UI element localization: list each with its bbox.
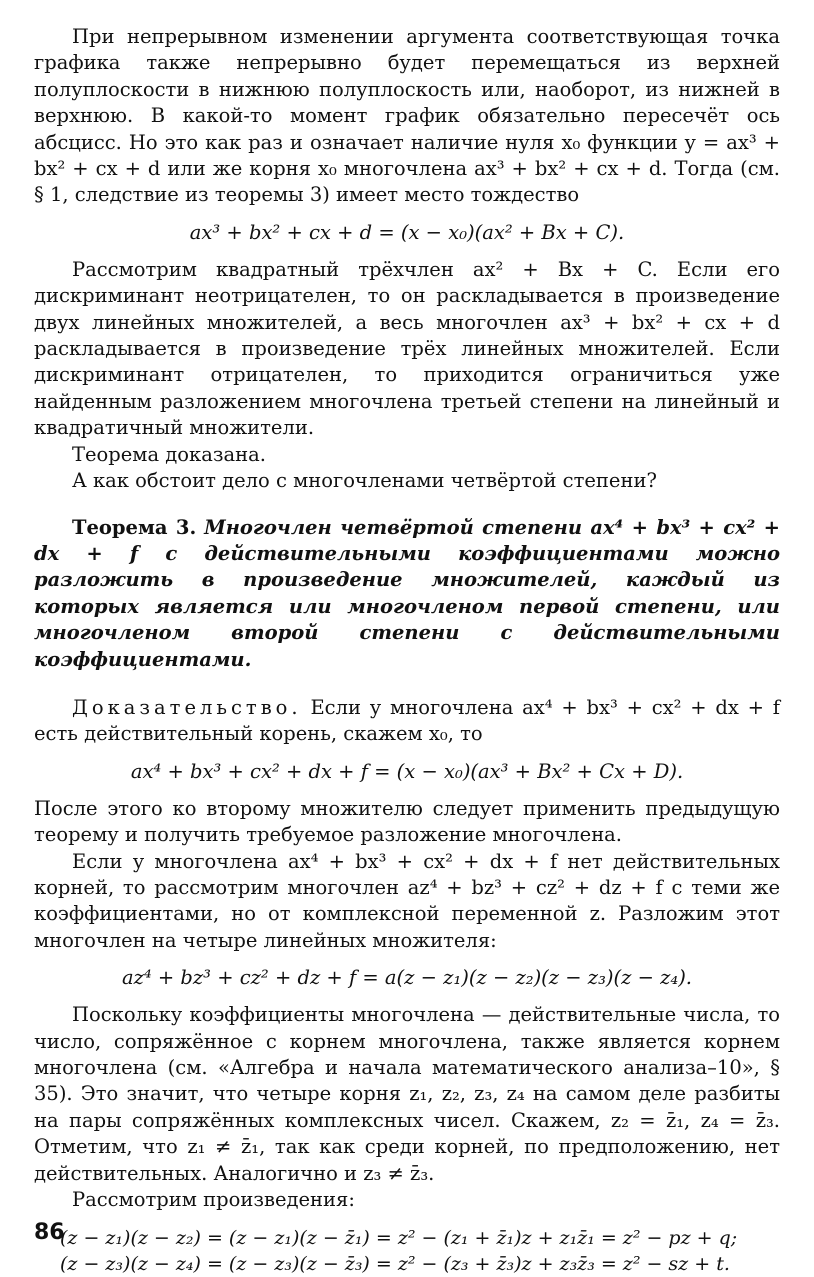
formula-linear-factors: az⁴ + bz³ + cz² + dz + f = a(z − z₁)(z − z₂)(z − z₃)(z − z₄). [121, 966, 693, 990]
paragraph-theorem-proved: Теорема доказана. [72, 442, 266, 466]
formula-product-2: (z − z₃)(z − z₄) = (z − z₃)(z − z̄₃) = z² − (z₃ + z̄₃)z + z₃z̄₃ = z² − sz + t. [60, 1253, 730, 1276]
proof-label: Доказательство. [72, 695, 302, 719]
paragraph-apply-previous-theorem: После этого ко второму множителю следует применить предыдущую теорему и получить требуемое разложение многочлена. [34, 796, 780, 847]
formula-quartic-real-root: ax⁴ + bx³ + cx² + dx + f = (x − x₀)(ax³ + Bx² + Cx + D). [130, 759, 684, 783]
formula-product-1: (z − z₁)(z − z₂) = (z − z₁)(z − z̄₁) = z² − (z₁ + z̄₁)z + z₁z̄₁ = z² − pz + q; [60, 1227, 738, 1250]
theorem-3 [34, 515, 780, 673]
paragraph-quadratic-trinomial: Рассмотрим квадратный трёхчлен ax² + Bx + C. Если его дискриминант неотрицателен, то он раскладывается в произведение двух линейных множителей, а весь многочлен ax³ + bx² + cx + d раскладывается в произведение трёх линейных множителей. Если дискриминант отрицателен, то приходится ограничиться уже найденным разложением многочлена третьей степени на линейный и квадратичный множители. [34, 257, 780, 440]
paragraph-consider-products: Рассмотрим произведения: [72, 1188, 355, 1212]
paragraph-conjugate-roots: Поскольку коэффициенты многочлена — действительные числа, то число, сопряжённое с корнем многочлена, также является корнем многочлена (см. «Алгебра и начала математического анализа–10», § 35). Это значит, что четыре корня z₁, z₂, z₃, z₄ на самом деле разбиты на пары сопряжённых комплексных чисел. Скажем, z₂ = z̄₁, z₄ = z̄₃. Отметим, что z₁ ≠ z̄₁, так как среди корней, по предположению, нет действительных. Аналогично и z₃ ≠ z̄₃. [34, 1003, 780, 1185]
proof-text: Если у многочлена ax⁴ + bx³ + cx² + dx + f есть действительный корень, скажем x₀, то [34, 695, 780, 746]
theorem-statement: Многочлен четвёртой степени ax⁴ + bx³ + cx² + dx + f с действительными коэффициентами можно разложить в произведение множителей, каждый из которых является или многочленом первой степени, или многочленом второй степени с действительными коэффициентами. [34, 515, 781, 671]
page-number: 86 [34, 1220, 65, 1245]
paragraph-question: А как обстоит дело с многочленами четвёртой степени? [72, 469, 657, 493]
proof-paragraph [34, 695, 780, 748]
paragraph-complex-variable: Если у многочлена ax⁴ + bx³ + cx² + dx + f нет действительных корней, то рассмотрим многочлен az⁴ + bz³ + cz² + dz + f с теми же коэффициентами, но от комплексной переменной z. Разложим этот многочлен на четыре линейных множителя: [34, 849, 780, 952]
formula-cubic-factorization: ax³ + bx² + cx + d = (x − x₀)(ax² + Bx + C). [189, 220, 625, 244]
paragraph-continuity: При непрерывном изменении аргумента соответствующая точка графика также непрерывно будет перемещаться из верхней полуплоскости в нижнюю полуплоскость или, наоборот, из нижней в верхнюю. В какой-то момент график обязательно пересечёт ось абсцисс. Но это как раз и означает наличие нуля x₀ функции y = ax³ + bx² + cx + d или же корня x₀ многочлена ax³ + bx² + cx + d. Тогда (см. § 1, следствие из теоремы 3) имеет место тождество [34, 25, 780, 207]
theorem-label: Теорема 3. [72, 515, 197, 539]
